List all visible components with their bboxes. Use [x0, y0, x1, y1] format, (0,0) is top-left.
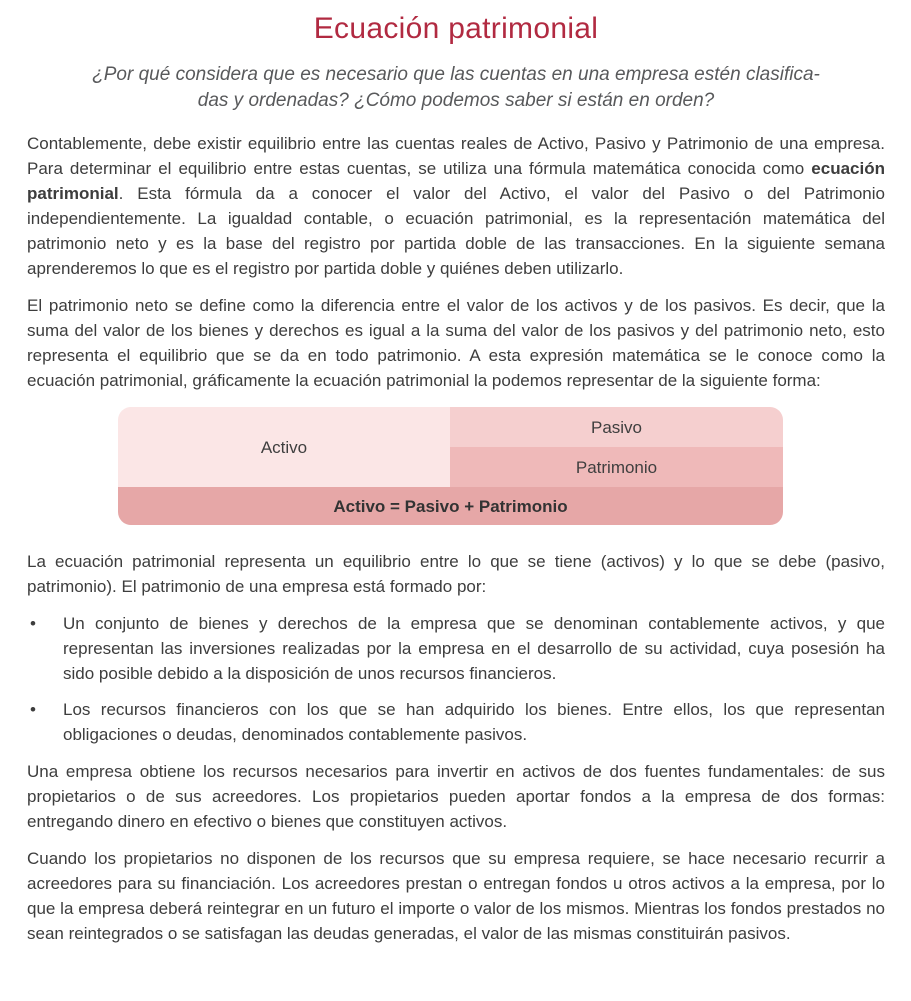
bold-term-ecuacion-patrimonial: ecuación patrimonial: [27, 159, 885, 203]
bullet-marker: •: [30, 700, 36, 719]
paragraph-text: . Esta fórmula da a conocer el valor del Activo, el valor del Pasivo o del Patrimonio independientemente. La igualdad contable, o ecuación patrimonial, es la representación matemática del patrimonio neto y es la base del registro por partida doble de las transacciones. En la siguiente semana aprenderemos lo que es el registro por partida doble y quiénes deben utilizarlo.: [27, 184, 885, 278]
pasivo-cell: [450, 407, 783, 447]
bullet-item-pasivos: [27, 697, 885, 747]
bullet-text: Un conjunto de bienes y derechos de la empresa que se denominan contablemente activos, y que representan las inversiones realizadas por la empresa en el desarrollo de su actividad, cuya posesión ha sido posible debido a la disposición de unos recursos financieros.: [63, 614, 885, 683]
bullet-list: [27, 611, 885, 747]
paragraph-intro-2: El patrimonio neto se define como la diferencia entre el valor de los activos y de los pasivos. Es decir, que la suma del valor de los bienes y derechos es igual a la suma del valor de los pasivos y del patrimonio neto, esto representa el equilibrio que se da en todo patrimonio. A esta expresión matemática se le conoce como la ecuación patrimonial, gráficamente la ecuación patrimonial la podemos representar de la siguiente forma:: [27, 296, 885, 390]
pasivo-label: Pasivo: [590, 417, 643, 437]
paragraph-acreedores: Cuando los propietarios no disponen de los recursos que su empresa requiere, se hace necesario recurrir a acreedores para su financiación. Los acreedores prestan o entregan fondos u otros activos a la empresa, por lo que la empresa deberá reintegrar en un futuro el importe o valor de los mismos. Mientras los fondos prestados no sean reintegrados o se satisfagan las deudas generadas, el valor de las mismas constituirán pasivos.: [27, 849, 885, 943]
intro-question: [27, 62, 885, 114]
bullet-text: Los recursos financieros con los que se han adquirido los bienes. Entre ellos, los que representan obligaciones o deudas, denominados contablemente pasivos.: [63, 700, 885, 744]
paragraph-equilibrio: La ecuación patrimonial representa un equilibrio entre lo que se tiene (activos) y lo que se debe (pasivo, patrimonio). El patrimonio de una empresa está formado por:: [27, 552, 885, 596]
paragraph-fuentes: Una empresa obtiene los recursos necesarios para invertir en activos de dos fuentes fundamentales: de sus propietarios o de sus acreedores. Los propietarios pueden aportar fondos a la empresa de dos formas: entregando dinero en efectivo o bienes que constituyen activos.: [27, 762, 885, 831]
intro-question-line-2: das y ordenadas? ¿Cómo podemos saber si están en orden?: [197, 90, 715, 111]
document-body: [27, 131, 885, 946]
bullet-marker: •: [30, 614, 36, 633]
equation-diagram: [118, 407, 783, 525]
patrimonio-label: Patrimonio: [575, 457, 658, 477]
bullet-item-activos: [27, 611, 885, 686]
paragraph-text: Contablemente, debe existir equilibrio entre las cuentas reales de Activo, Pasivo y Patrimonio de una empresa. Para determinar el equilibrio entre estas cuentas, se utiliza una fórmula matemática conocida como: [27, 134, 885, 178]
intro-question-line-1: ¿Por qué considera que es necesario que las cuentas en una empresa estén clasifica-: [92, 64, 820, 85]
activo-label: Activo: [260, 437, 308, 457]
paragraph-intro-1: [27, 131, 885, 281]
page-title: Ecuación patrimonial: [313, 12, 599, 45]
formula-text: Activo = Pasivo + Patrimonio: [333, 496, 568, 516]
formula-bar: [118, 487, 783, 525]
activo-cell: [118, 407, 450, 487]
patrimonio-cell: [450, 447, 783, 487]
